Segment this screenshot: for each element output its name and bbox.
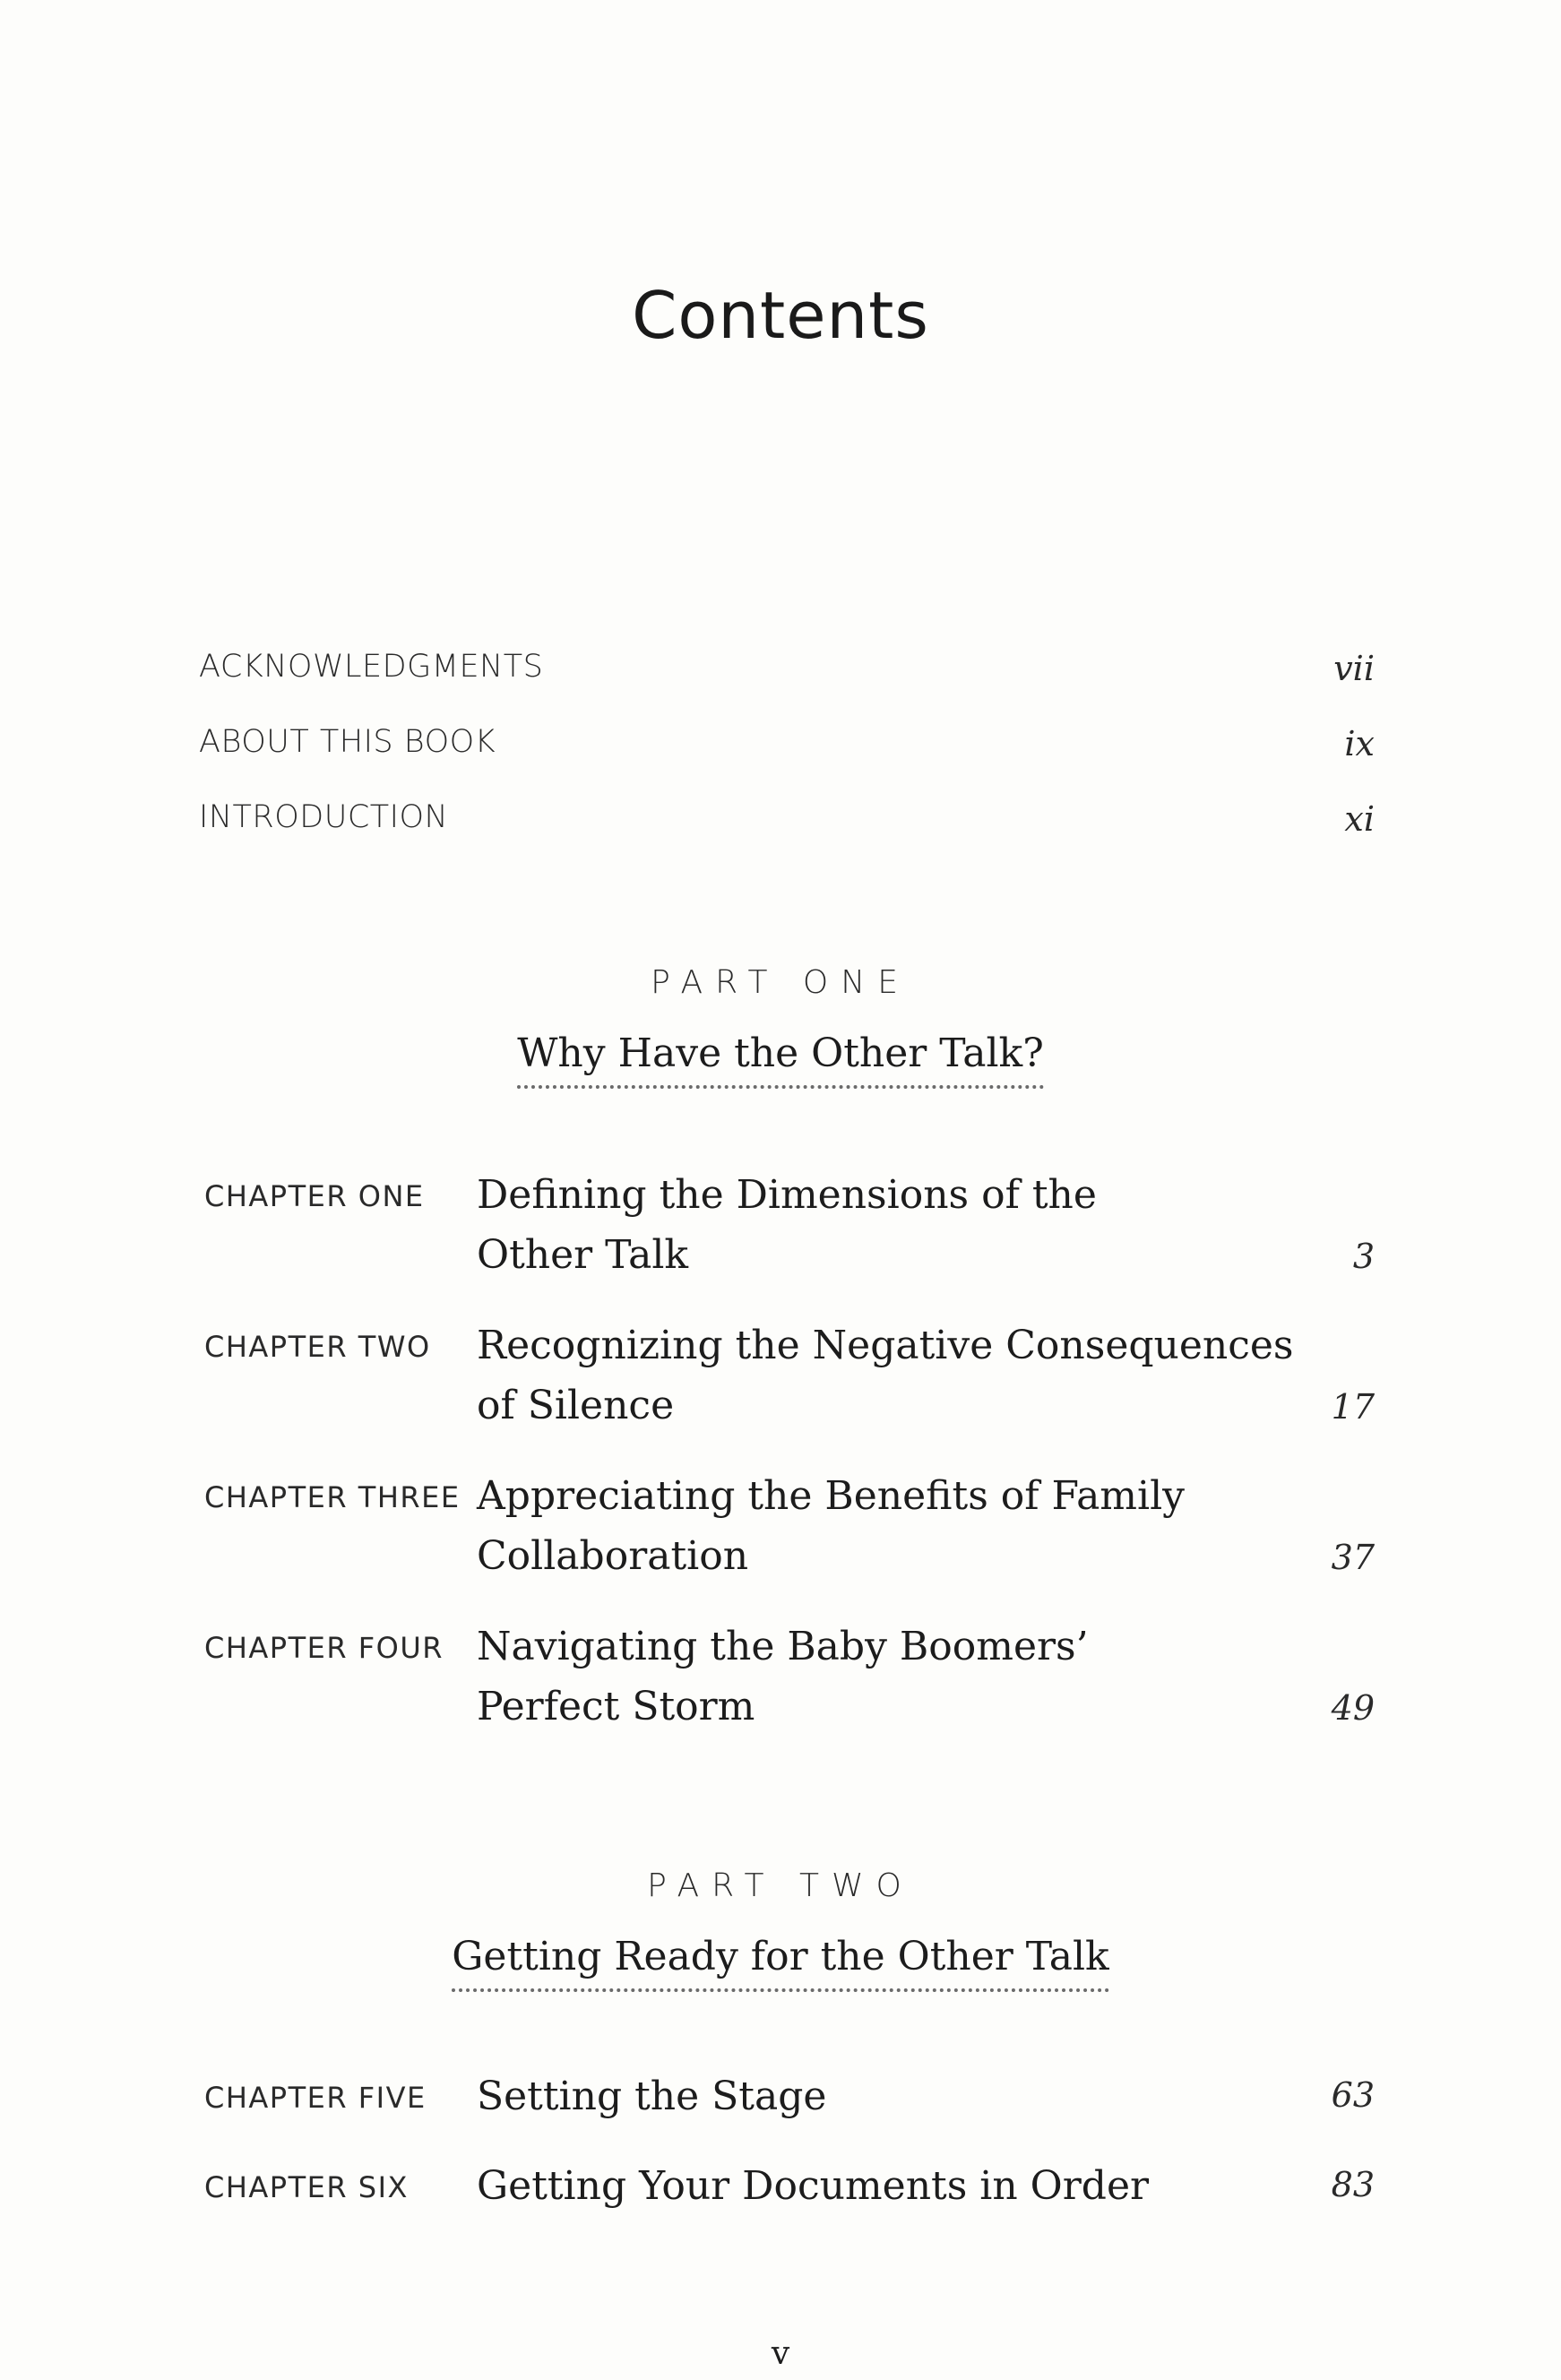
part-two-title-wrap	[0, 1934, 1561, 1992]
toc-entry-page: xi	[1344, 799, 1375, 839]
chapter-title-line: Appreciating the Benefits of Family	[477, 1473, 1186, 1519]
chapter-label: CHAPTER FOUR	[204, 1631, 444, 1665]
chapter-title-line: Perfect Storm	[477, 1684, 755, 1729]
part-one-title[interactable]: Why Have the Other Talk?	[517, 1030, 1044, 1089]
toc-entry-page: ix	[1344, 724, 1375, 763]
chapter-title-line: Other Talk	[477, 1232, 689, 1278]
chapter-page: 49	[1331, 1688, 1375, 1728]
chapter-label: CHAPTER THREE	[204, 1480, 461, 1514]
chapter-title-line: Collaboration	[477, 1533, 749, 1579]
chapter-title-line: Getting Your Documents in Order	[477, 2163, 1150, 2209]
chapter-page: 37	[1331, 1538, 1375, 1577]
toc-entry-introduction[interactable]	[199, 799, 1375, 853]
part-one-title-wrap	[0, 1030, 1561, 1089]
chapter-page: 63	[1331, 2075, 1375, 2115]
chapter-title	[477, 2156, 1301, 2216]
chapter-page: 3	[1352, 1237, 1375, 1276]
chapter-label: CHAPTER SIX	[204, 2170, 409, 2204]
toc-entry-acknowledgments[interactable]	[199, 649, 1375, 703]
toc-entry-about-this-book[interactable]	[199, 724, 1375, 778]
chapter-label: CHAPTER FIVE	[204, 2081, 427, 2115]
chapter-title-line: Defining the Dimensions of the	[477, 1172, 1097, 1218]
chapter-title	[477, 1315, 1301, 1436]
page-folio: v	[771, 2335, 790, 2372]
part-two-title[interactable]: Getting Ready for the Other Talk	[452, 1934, 1108, 1992]
chapter-title	[477, 1617, 1301, 1737]
chapter-title-line: of Silence	[477, 1383, 675, 1428]
chapter-label: CHAPTER TWO	[204, 1330, 431, 1364]
part-two-label: PART TWO	[647, 1867, 914, 1904]
chapter-label: CHAPTER ONE	[204, 1179, 425, 1213]
toc-entry-label: ACKNOWLEDGMENTS	[199, 649, 544, 685]
chapter-title-line: Recognizing the Negative Consequences	[477, 1323, 1294, 1368]
chapter-page: 83	[1331, 2165, 1375, 2204]
chapter-title	[477, 2066, 1301, 2126]
page-title: Contents	[632, 278, 929, 354]
toc-entry-label: ABOUT THIS BOOK	[199, 724, 496, 760]
chapter-title	[477, 1165, 1301, 1285]
chapter-title	[477, 1466, 1301, 1586]
part-one-label: PART ONE	[651, 964, 910, 1001]
chapter-title-line: Navigating the Baby Boomers’	[477, 1624, 1089, 1669]
chapter-title-line: Setting the Stage	[477, 2074, 827, 2119]
chapter-page: 17	[1331, 1387, 1375, 1427]
toc-entry-label: INTRODUCTION	[199, 799, 449, 835]
toc-entry-page: vii	[1333, 649, 1375, 688]
